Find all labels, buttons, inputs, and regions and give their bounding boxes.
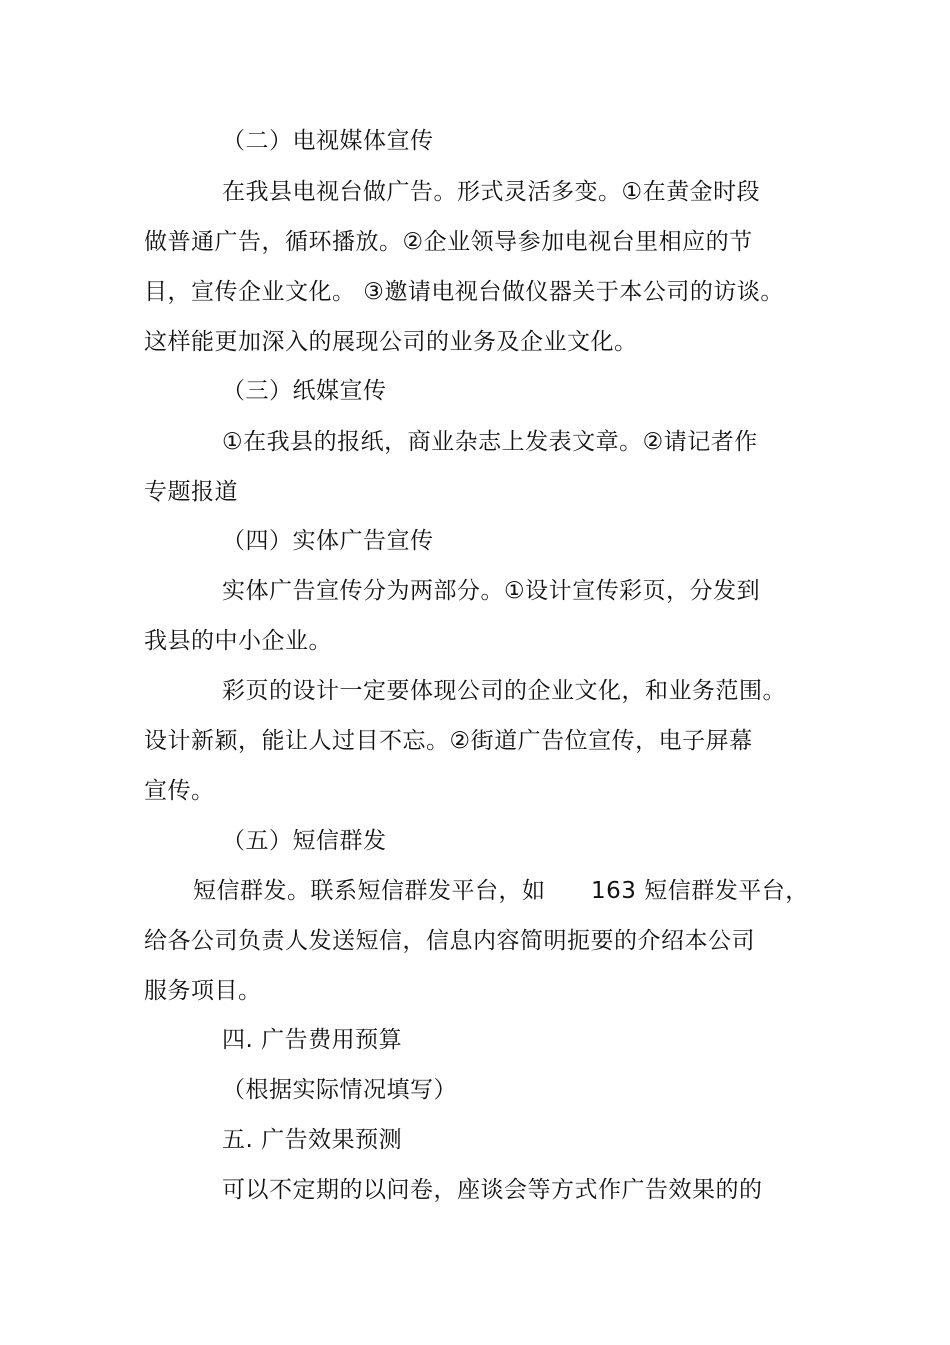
paragraph-line: 目，宣传企业文化。 ③邀请电视台做仪器关于本公司的访谈。 [144,279,784,305]
paragraph-line: 实体广告宣传分为两部分。①设计宣传彩页，分发到 [222,578,761,604]
section-heading-physical-ads: （四）实体广告宣传 [222,528,434,554]
paragraph-line: 我县的中小企业。 [144,628,332,654]
paragraph-line: 设计新颖，能让人过目不忘。②街道广告位宣传，电子屏幕 [144,728,753,754]
section-heading-print-media: （三）纸媒宣传 [222,378,387,404]
paragraph-line: 服务项目。 [144,978,262,1004]
section-heading-tv-media: （二）电视媒体宣传 [222,128,434,154]
paragraph-line: 专题报道 [144,479,238,505]
paragraph-line: 给各公司负责人发送短信，信息内容简明扼要的介绍本公司 [144,928,755,954]
paragraph-line: 这样能更加深入的展现公司的业务及企业文化。 [144,329,638,355]
section-heading-sms: （五）短信群发 [222,828,387,854]
paragraph-line: （根据实际情况填写） [222,1077,457,1103]
paragraph-line: 短信群发。联系短信群发平台，如 [193,878,546,904]
paragraph-line: ①在我县的报纸，商业杂志上发表文章。②请记者作 [222,429,758,455]
paragraph-line: 在我县电视台做广告。形式灵活多变。①在黄金时段 [222,179,761,205]
paragraph-line: 163 短信群发平台， [591,878,809,904]
paragraph-line: 可以不定期的以问卷，座谈会等方式作广告效果的的 [222,1177,763,1203]
section-heading-budget: 四. 广告费用预算 [222,1027,403,1053]
paragraph-line: 宣传。 [144,778,215,804]
section-heading-effect-forecast: 五. 广告效果预测 [222,1127,403,1153]
paragraph-line: 做普通广告，循环播放。②企业领导参加电视台里相应的节 [144,229,753,255]
paragraph-line: 彩页的设计一定要体现公司的企业文化，和业务范围。 [222,678,786,704]
